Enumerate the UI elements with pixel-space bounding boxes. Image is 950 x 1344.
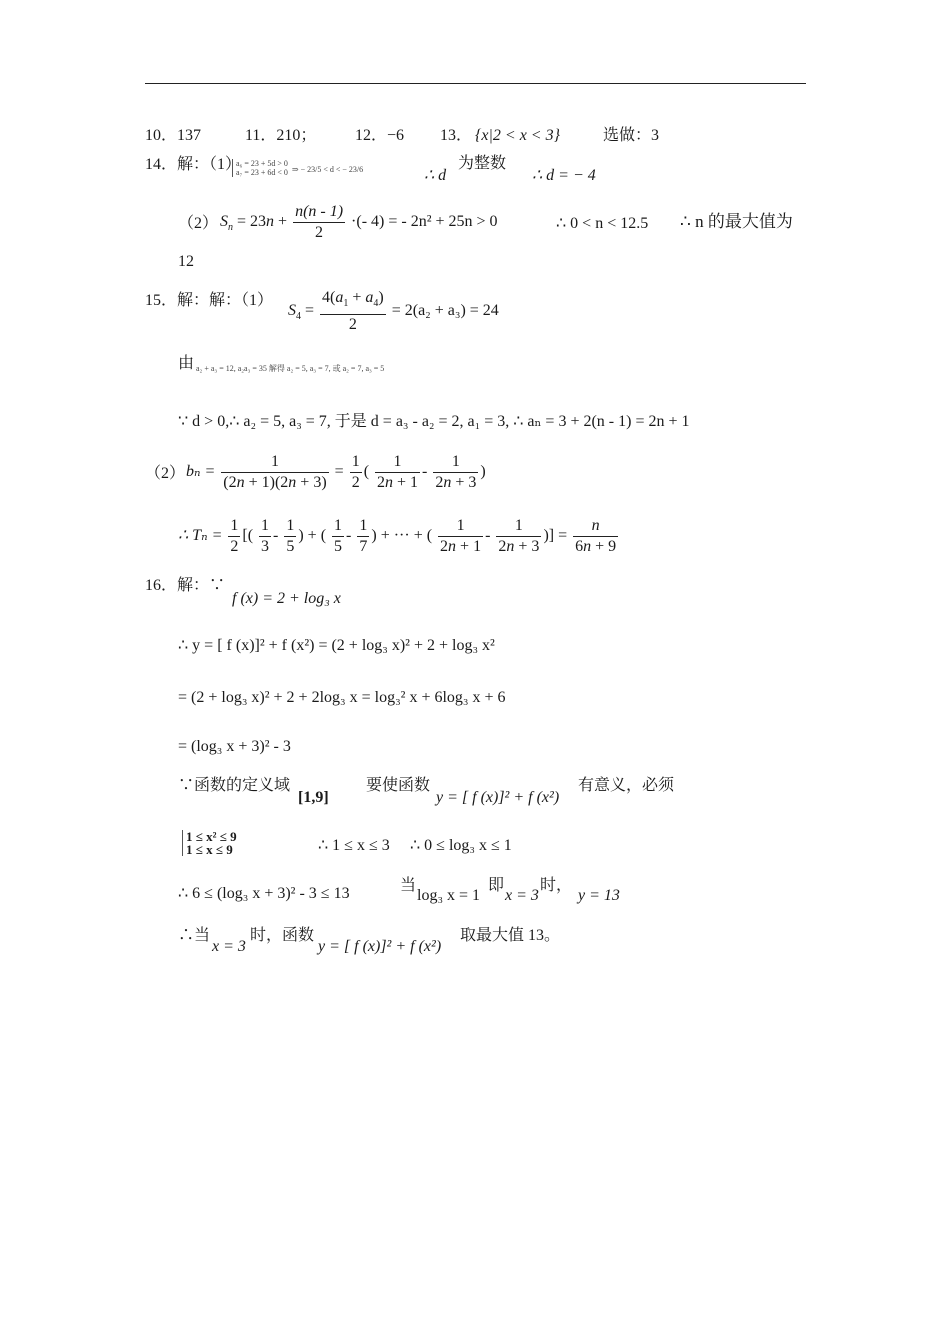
q16-domain-val: [1,9]	[298, 789, 329, 806]
q16-domain-text: ∵函数的定义域	[178, 777, 291, 794]
q15-bn-frac-half: $\frac{1}{2}$	[351, 453, 360, 491]
q14-sys-result: ⇒ − 23/5 < d < − 23/6	[291, 165, 364, 174]
q15-label: 15．解：解：（1）	[145, 292, 274, 309]
q16-meaning: 有意义，必须	[578, 777, 675, 794]
q16-ineq2: ∴ 0 ≤ log₃ x ≤ 1	[410, 837, 512, 854]
q16-range-line: ∴ 6 ≤ (log₃ x + 3)² - 3 ≤ 13	[178, 885, 350, 902]
q14-sn-formula: $S_n = 23n$ + $\frac{n(n - 1)}{2}$ ·(- 4) = - 2n² + 25n > 0	[220, 203, 498, 241]
q16-cond1: 1 ≤ x² ≤ 9	[186, 829, 237, 844]
q14-range: ∴ 0 < n < 12.5	[556, 215, 649, 232]
q16-x-eq: x = 3	[505, 887, 539, 904]
header-rule	[145, 83, 806, 84]
q16-final-x: x = 3	[212, 938, 246, 955]
q15-bn-frac1: $\frac{1}{(2n + 1)(2n + 3)}$	[223, 453, 327, 491]
q16-shi: 时，	[540, 877, 573, 894]
q15-d-line: ∵ d > 0,∴ a₂ = 5, a₃ = 7, 于是 d = a₃ - a₂ = 2, a₁ = 3, ∴ aₙ = 3 + 2(n - 1) = 2n + 1	[178, 413, 690, 430]
q15-part2-label: （2）	[145, 465, 186, 482]
q14-system-brace	[232, 159, 288, 177]
q16-conditions	[182, 830, 237, 856]
q15-tn-lhs: ∴ Tₙ =	[178, 527, 223, 545]
q16-final-post: 取最大值 13。	[460, 927, 561, 944]
answer-11: 11．210；	[245, 127, 317, 144]
q16-y-line: ∴ y = [ f (x)]² + f (x²) = (2 + log₃ x)² + 2 + log₃ x²	[178, 637, 495, 654]
q15-small-system: a₂ + a₃ = 12, a₂a₃ = 35 解得 a₂ = 5, a₃ = 7, 或 a₂ = 7, a₃ = 5	[196, 364, 385, 373]
q16-when: 当	[400, 877, 417, 894]
q15-tn-result: $\frac{n}{6n + 9}$	[575, 517, 617, 555]
q15-s4-formula: $S_4$ = $\frac{4(a_1 + a_4)}{2}$ = 2(a₂ + a₃) = 24	[288, 289, 499, 333]
q16-make-text: 要使函数	[366, 777, 431, 794]
q14-sn-fraction: $\frac{n(n - 1)}{2}$	[295, 203, 344, 241]
q15-s4-result: = 2(a₂ + a₃) = 24	[391, 302, 499, 320]
q14-sn-tail: ·(- 4) = - 2n² + 25n > 0	[351, 213, 498, 231]
q14-integer-text: 为整数	[458, 155, 507, 172]
q16-y13: y = 13	[578, 887, 620, 904]
q14-d-value: ∴ d = − 4	[532, 167, 596, 184]
answer-12: 12．−6	[355, 127, 405, 144]
q14-sys-line2: a₇ = 23 + 6d < 0	[236, 168, 288, 178]
q16-final-y-expr: y = [ f (x)]² + f (x²)	[318, 938, 442, 955]
q16-log-eq: log₃ x = 1	[417, 887, 481, 904]
answer-13-set: {x|2 < x < 3}	[475, 127, 560, 144]
q16-expand: = (2 + log₃ x)² + 2 + 2log₃ x = log₃² x + 6log₃ x + 6	[178, 689, 506, 706]
q16-square: = (log₃ x + 3)² - 3	[178, 738, 291, 755]
q14-answer: 12	[178, 253, 194, 270]
answer-13-label: 13．	[440, 127, 473, 144]
q15-you: 由	[178, 355, 195, 372]
q16-final-mid: 时，函数	[250, 927, 315, 944]
q16-cond-brace	[182, 830, 237, 856]
q14-system	[232, 158, 363, 178]
q14-conclusion: ∴ n 的最大值为	[680, 212, 793, 231]
q15-bn-frac2: $\frac{1}{2n + 1}$	[377, 453, 419, 491]
q16-ineq1: ∴ 1 ≤ x ≤ 3	[318, 837, 390, 854]
q14-therefore-d: ∴ d	[424, 167, 447, 184]
q14-part2-label: （2）	[178, 215, 219, 232]
q16-f-def: f (x) = 2 + log₃ x	[232, 590, 341, 607]
q14-sys-line1: a₆ = 23 + 5d > 0	[236, 159, 288, 169]
q14-label: 14．解：（1）	[145, 156, 242, 173]
q15-bn-frac3: $\frac{1}{2n + 3}$	[435, 453, 477, 491]
q16-label: 16．解：∵	[145, 577, 226, 594]
answer-10: 10．137	[145, 127, 202, 144]
q16-ji: 即	[488, 877, 505, 894]
q15-tn-formula: ∴ Tₙ = $\frac{1}{2}$ [( $\frac{1}{3}$ - $\frac{1}{5}$ ) + ( $\frac{1}{5}$ - $\frac{1}{7}$ ) + ··· + ( $\frac{1}{2n + 1}$ - $\frac{1}{2n + 3}$ )] = $\frac{n}{6n + 9}$	[178, 517, 617, 555]
answer-optional: 选做：3	[603, 127, 660, 144]
q15-bn-formula: bₙ = $\frac{1}{(2n + 1)(2n + 3)}$ = $\frac{1}{2}$ ( $\frac{1}{2n + 1}$ - $\frac{1}{2n + 3}$ )	[186, 453, 486, 491]
q16-final-pre: ∴当	[178, 927, 211, 944]
q15-bn-lhs: bₙ =	[186, 463, 216, 481]
q16-cond2: 1 ≤ x ≤ 9	[186, 842, 233, 857]
q16-y-expr: y = [ f (x)]² + f (x²)	[436, 789, 560, 806]
q15-s4-fraction: $\frac{4(a_1 + a_4)}{2}$	[322, 289, 384, 333]
